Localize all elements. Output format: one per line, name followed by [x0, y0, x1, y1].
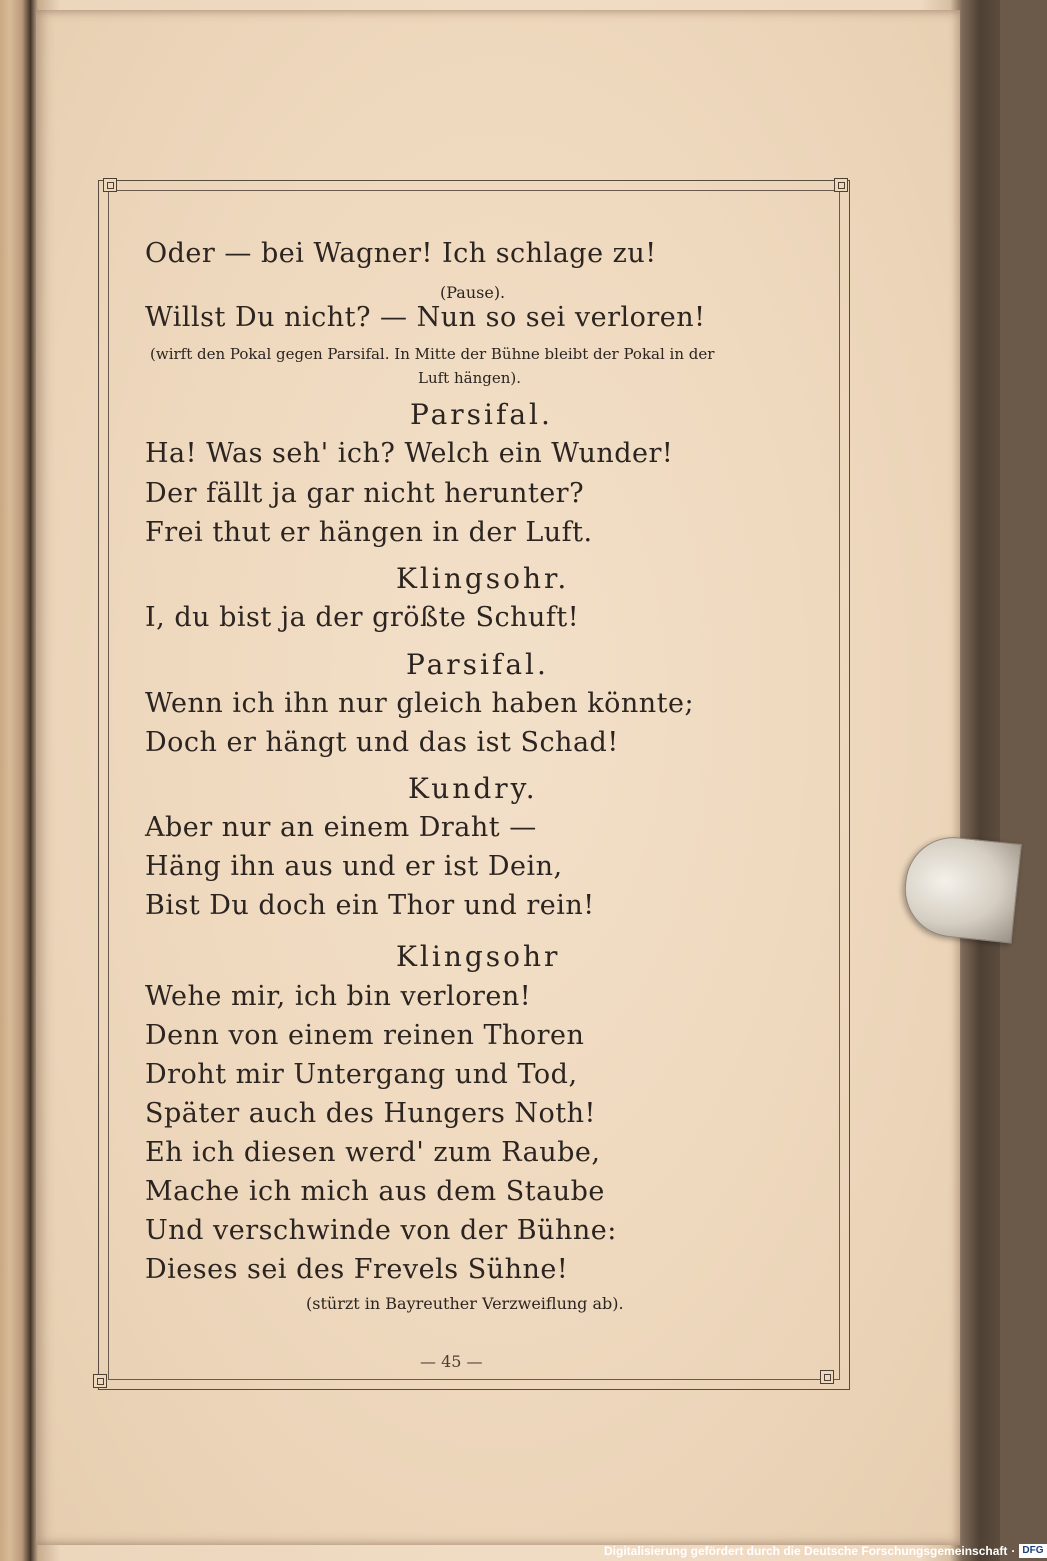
stage-direction: (Pause). — [440, 283, 506, 302]
verse-line: Dieses sei des Frevels Sühne! — [145, 1254, 569, 1285]
verse-line: Denn von einem reinen Thoren — [145, 1020, 585, 1051]
verse-line: Mache ich mich aus dem Staube — [145, 1176, 605, 1207]
stage-direction: (stürzt in Bayreuther Verzweiflung ab). — [306, 1294, 624, 1313]
verse-line: Ha! Was seh' ich? Welch ein Wunder! — [145, 438, 674, 469]
verse-line: Willst Du nicht? — Nun so sei verloren! — [145, 302, 706, 333]
verse-line: Eh ich diesen werd' zum Raube, — [145, 1137, 601, 1168]
digitization-credit: Digitalisierung gefördert durch die Deutsche Forschungsgemeinschaft · DFG — [604, 1541, 1047, 1561]
speaker-name: Klingsohr — [396, 940, 561, 973]
speaker-name: Parsifal. — [410, 398, 553, 431]
verse-line: Aber nur an einem Draht — — [145, 812, 537, 843]
verse-line: Häng ihn aus und er ist Dein, — [145, 851, 563, 882]
speaker-name: Klingsohr. — [396, 562, 570, 595]
verse-line: Frei thut er hängen in der Luft. — [145, 517, 593, 548]
credit-text: Digitalisierung gefördert durch die Deutsche Forschungsgemeinschaft — [604, 1544, 1008, 1558]
verse-line: Und verschwinde von der Bühne: — [145, 1215, 617, 1246]
verse-line: Droht mir Untergang und Tod, — [145, 1059, 578, 1090]
verse-line: Später auch des Hungers Noth! — [145, 1098, 596, 1129]
dfg-logo-badge: DFG — [1019, 1544, 1046, 1558]
page-number: — 45 — — [420, 1352, 483, 1371]
stage-direction: (wirft den Pokal gegen Parsifal. In Mitte der Bühne bleibt der Pokal in der — [150, 345, 715, 363]
verse-line: Wenn ich ihn nur gleich haben könnte; — [145, 688, 695, 719]
verse-line: Der fällt ja gar nicht herunter? — [145, 478, 585, 509]
speaker-name: Parsifal. — [406, 648, 549, 681]
verse-line: Oder — bei Wagner! Ich schlage zu! — [145, 238, 657, 269]
stage-direction: Luft hängen). — [418, 369, 521, 387]
verse-line: I, du bist ja der größte Schuft! — [145, 602, 580, 633]
verse-line: Wehe mir, ich bin verloren! — [145, 981, 532, 1012]
speaker-name: Kundry. — [408, 772, 538, 805]
verse-line: Bist Du doch ein Thor und rein! — [145, 890, 595, 921]
verse-line: Doch er hängt und das ist Schad! — [145, 727, 619, 758]
